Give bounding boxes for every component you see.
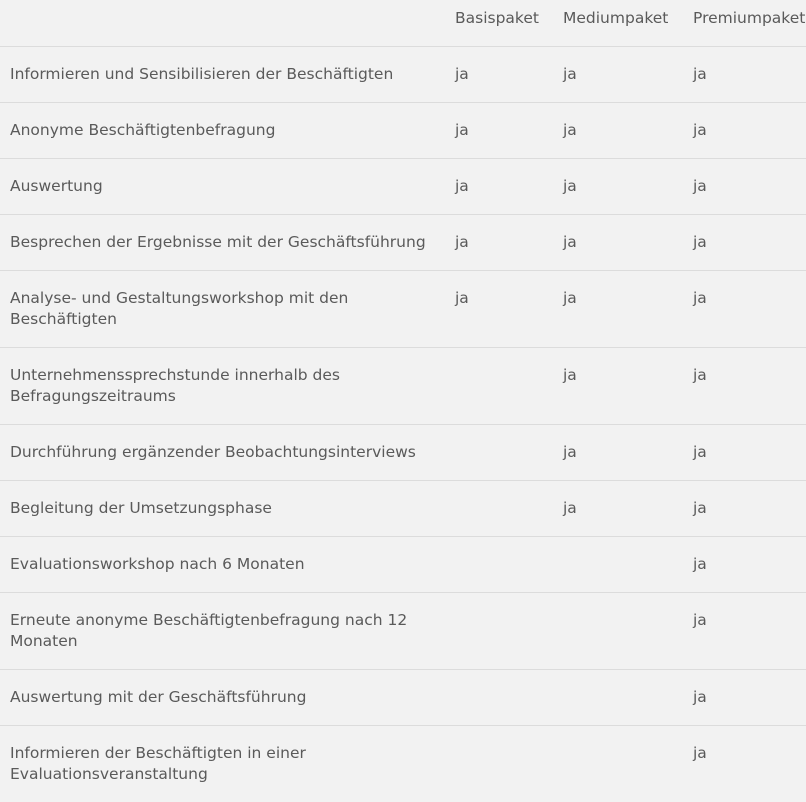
cell-medium (554, 726, 684, 802)
table-row (0, 103, 806, 159)
cell-medium: ja (554, 425, 684, 481)
table-row (0, 348, 806, 425)
cell-basis: ja (446, 47, 554, 103)
cell-medium: ja (554, 47, 684, 103)
row-label: Auswertung (0, 159, 446, 215)
header-basispaket: Basispaket (446, 0, 554, 47)
cell-premium: ja (684, 159, 806, 215)
cell-premium: ja (684, 537, 806, 593)
table-row (0, 47, 806, 103)
cell-premium: ja (684, 47, 806, 103)
cell-basis (446, 481, 554, 537)
header-service (0, 0, 446, 47)
cell-premium: ja (684, 670, 806, 726)
table-row (0, 271, 806, 348)
cell-basis: ja (446, 215, 554, 271)
cell-medium: ja (554, 271, 684, 348)
cell-premium: ja (684, 726, 806, 802)
table-row (0, 670, 806, 726)
table-row (0, 481, 806, 537)
table-row (0, 726, 806, 802)
cell-basis (446, 726, 554, 802)
cell-premium: ja (684, 593, 806, 670)
cell-premium: ja (684, 271, 806, 348)
cell-basis (446, 425, 554, 481)
cell-medium (554, 537, 684, 593)
header-premiumpaket: Premiumpaket (684, 0, 806, 47)
cell-basis: ja (446, 271, 554, 348)
row-label: Evaluationsworkshop nach 6 Monaten (0, 537, 446, 593)
cell-premium: ja (684, 215, 806, 271)
table-row (0, 425, 806, 481)
row-label: Informieren der Beschäftigten in einer Evaluationsveranstaltung (0, 726, 446, 802)
row-label: Durchführung ergänzender Beobachtungsinterviews (0, 425, 446, 481)
cell-medium: ja (554, 348, 684, 425)
table-header-row (0, 0, 806, 47)
cell-premium: ja (684, 348, 806, 425)
cell-medium: ja (554, 481, 684, 537)
cell-basis: ja (446, 103, 554, 159)
cell-basis (446, 670, 554, 726)
row-label: Anonyme Beschäftigtenbefragung (0, 103, 446, 159)
cell-medium (554, 593, 684, 670)
cell-medium (554, 670, 684, 726)
cell-medium: ja (554, 215, 684, 271)
row-label: Unternehmenssprechstunde innerhalb des Befragungszeitraums (0, 348, 446, 425)
cell-basis (446, 593, 554, 670)
table-row (0, 159, 806, 215)
table-row (0, 215, 806, 271)
cell-premium: ja (684, 425, 806, 481)
cell-basis: ja (446, 159, 554, 215)
cell-basis (446, 348, 554, 425)
cell-medium: ja (554, 103, 684, 159)
row-label: Analyse- und Gestaltungsworkshop mit den Beschäftigten (0, 271, 446, 348)
row-label: Auswertung mit der Geschäftsführung (0, 670, 446, 726)
cell-premium: ja (684, 103, 806, 159)
row-label: Erneute anonyme Beschäftigtenbefragung nach 12 Monaten (0, 593, 446, 670)
header-mediumpaket: Mediumpaket (554, 0, 684, 47)
cell-medium: ja (554, 159, 684, 215)
cell-premium: ja (684, 481, 806, 537)
row-label: Besprechen der Ergebnisse mit der Geschäftsführung (0, 215, 446, 271)
table-row (0, 593, 806, 670)
cell-basis (446, 537, 554, 593)
table-row (0, 537, 806, 593)
row-label: Begleitung der Umsetzungsphase (0, 481, 446, 537)
row-label: Informieren und Sensibilisieren der Beschäftigten (0, 47, 446, 103)
